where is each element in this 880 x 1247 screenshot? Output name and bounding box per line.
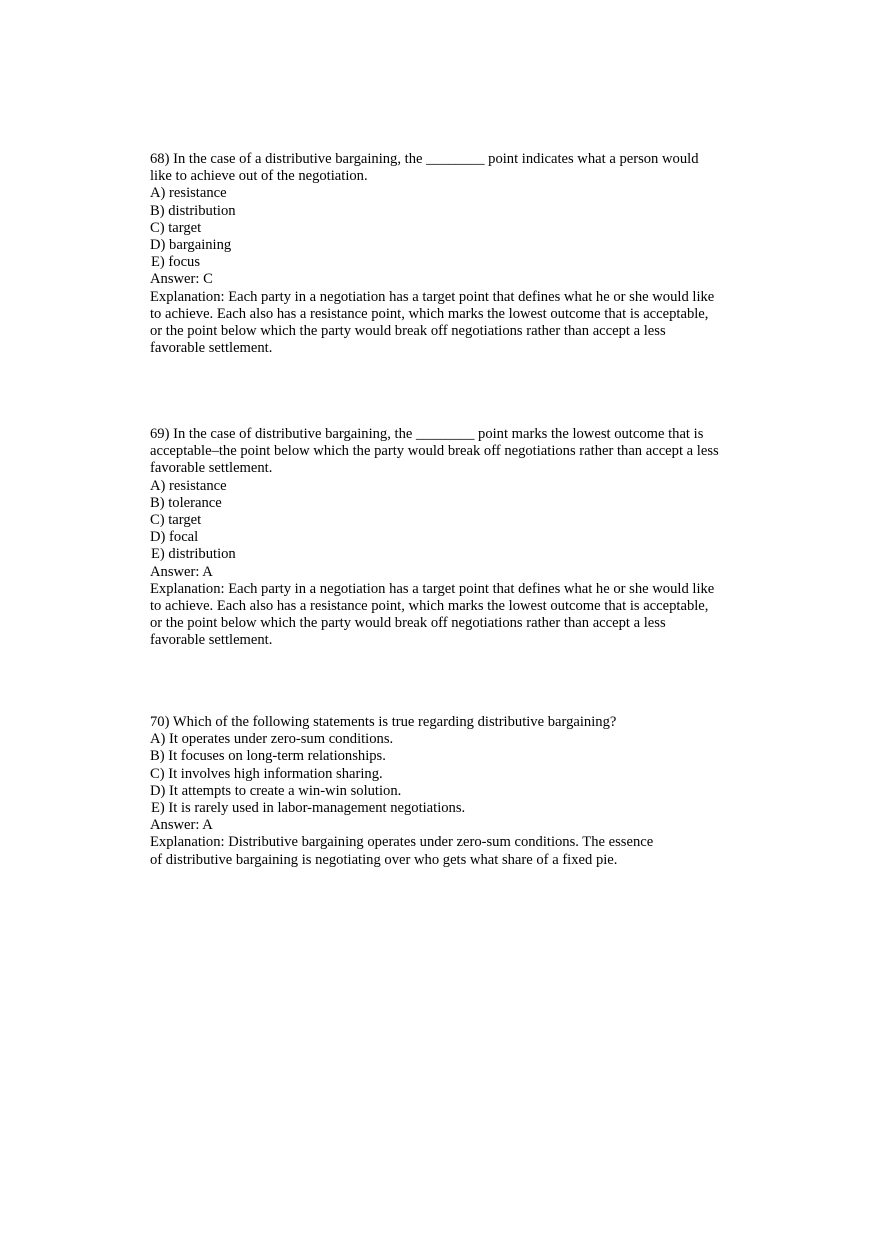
- explanation-line: to achieve. Each also has a resistance point, which marks the lowest outcome that is acceptable,: [150, 305, 709, 322]
- explanation-line: favorable settlement.: [150, 340, 273, 357]
- option-b: B) It focuses on long-term relationships.: [150, 748, 386, 765]
- option-e: E) focus: [151, 254, 201, 271]
- option-a: A) It operates under zero-sum conditions.: [150, 731, 394, 748]
- question-stem-line: acceptable–the point below which the party would break off negotiations rather than accept a less: [150, 443, 719, 460]
- question-stem-line: 70) Which of the following statements is true regarding distributive bargaining?: [150, 714, 617, 730]
- option-d: D) bargaining: [150, 237, 232, 254]
- option-b: B) tolerance: [150, 494, 222, 511]
- explanation-line: to achieve. Each also has a resistance point, which marks the lowest outcome that is acceptable,: [150, 598, 709, 615]
- explanation-line: favorable settlement.: [150, 632, 273, 649]
- question-stem-line: 69) In the case of distributive bargaining, the ________ point marks the lowest outcome that is: [150, 426, 704, 442]
- option-d: D) It attempts to create a win-win solution.: [150, 782, 402, 799]
- answer: Answer: A: [150, 817, 213, 834]
- explanation-line: Explanation: Each party in a negotiation has a target point that defines what he or she would like: [150, 580, 715, 597]
- answer: Answer: A: [150, 563, 213, 580]
- answer: Answer: C: [150, 271, 213, 288]
- question-stem-line: 68) In the case of a distributive bargaining, the ________ point indicates what a person would: [150, 151, 699, 167]
- option-a: A) resistance: [150, 477, 227, 494]
- question-68: [150, 151, 750, 357]
- explanation-line: or the point below which the party would break off negotiations rather than accept a less: [150, 615, 666, 632]
- option-c: C) target: [150, 219, 202, 236]
- question-stem-line: favorable settlement.: [150, 460, 273, 477]
- option-d: D) focal: [150, 529, 199, 546]
- explanation-line: Explanation: Distributive bargaining operates under zero-sum conditions. The essence: [150, 834, 654, 851]
- explanation-line: of distributive bargaining is negotiating over who gets what share of a fixed pie.: [150, 851, 618, 868]
- explanation-line: Explanation: Each party in a negotiation has a target point that defines what he or she would like: [150, 288, 715, 305]
- option-b: B) distribution: [150, 202, 236, 219]
- question-69: [150, 426, 750, 650]
- option-c: C) It involves high information sharing.: [150, 765, 383, 782]
- option-a: A) resistance: [150, 185, 227, 202]
- option-e: E) distribution: [151, 546, 236, 563]
- question-stem-line: like to achieve out of the negotiation.: [150, 168, 368, 185]
- option-c: C) target: [150, 512, 202, 529]
- explanation-line: or the point below which the party would break off negotiations rather than accept a less: [150, 323, 666, 340]
- question-70: [150, 714, 750, 869]
- option-e: E) It is rarely used in labor-management negotiations.: [151, 800, 466, 817]
